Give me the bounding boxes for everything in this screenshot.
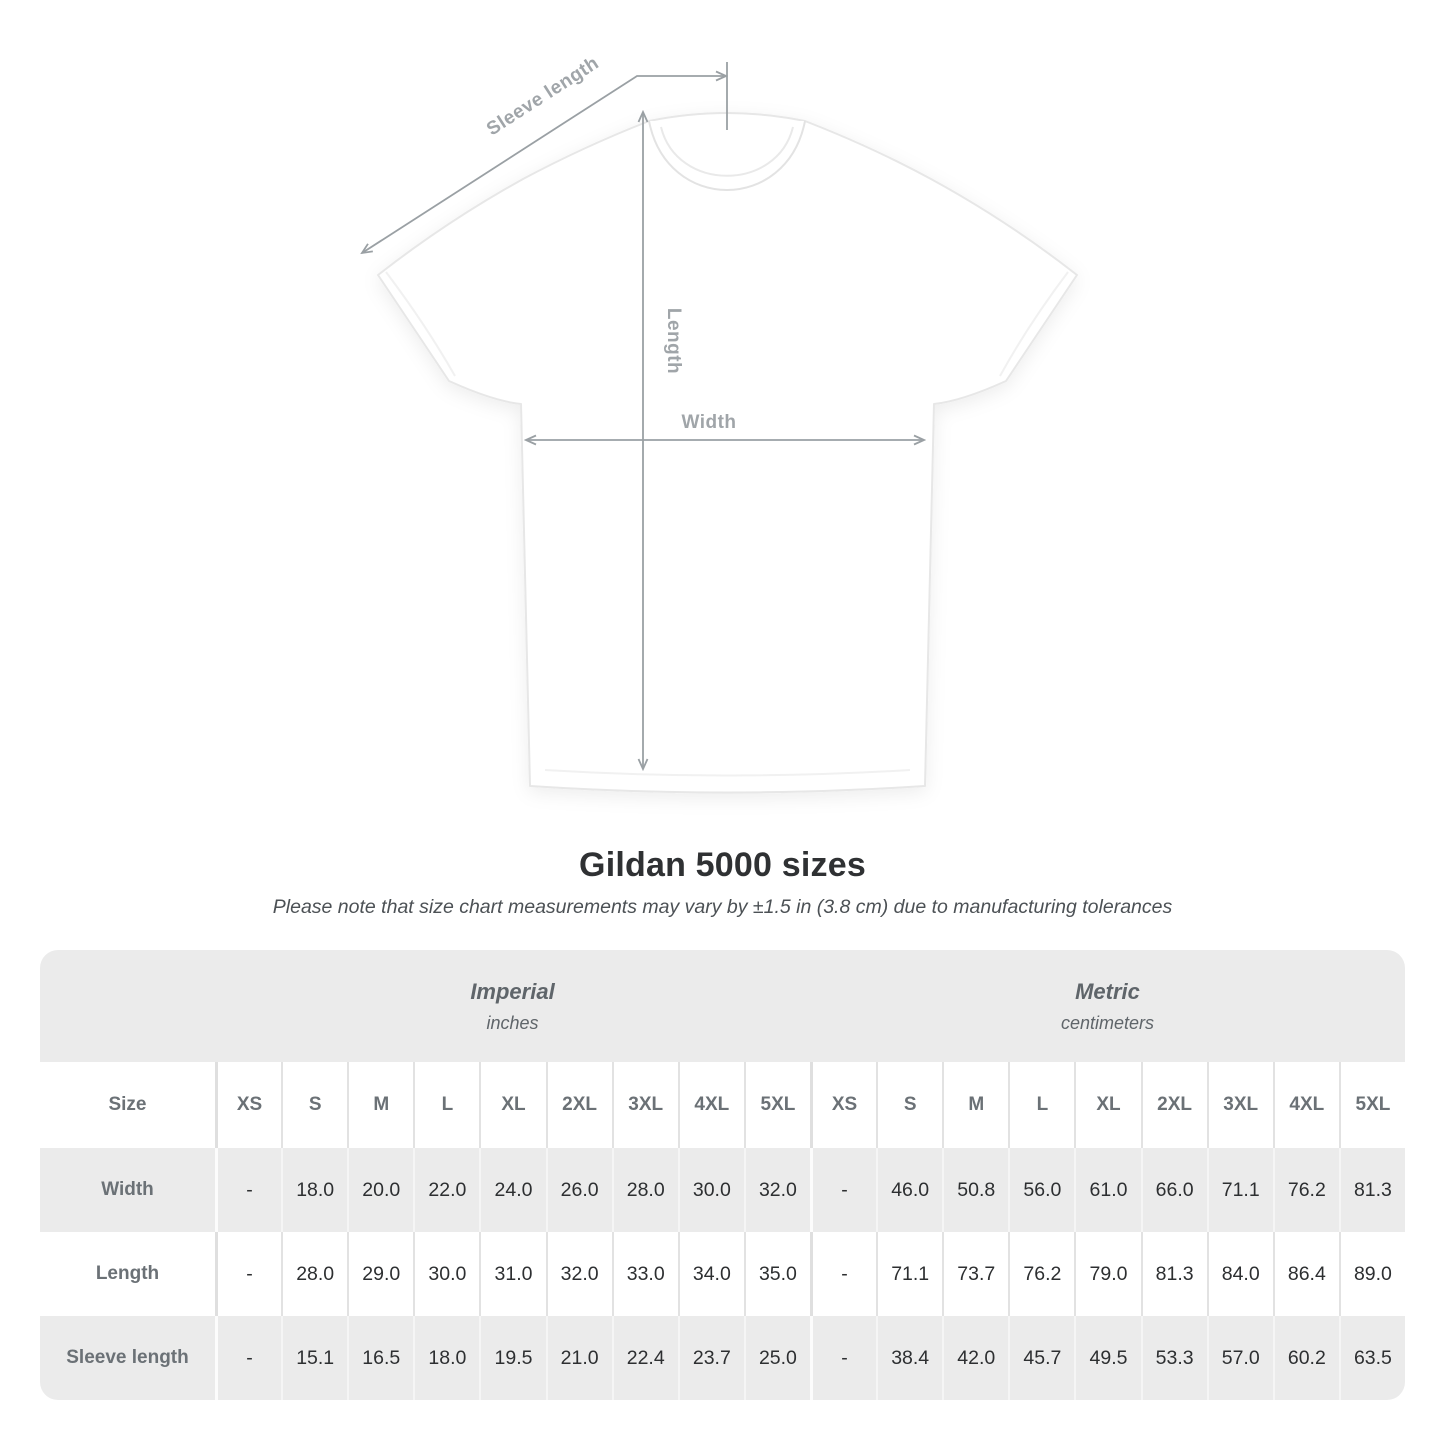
value-cell: 81.3	[1339, 1148, 1405, 1232]
value-cell: 49.5	[1074, 1316, 1140, 1400]
value-cell: 31.0	[479, 1232, 545, 1316]
imperial-group-header	[215, 950, 810, 1062]
size-head-metric: M	[942, 1062, 1008, 1148]
size-header-row	[40, 1062, 1405, 1148]
size-head-imperial: 4XL	[678, 1062, 744, 1148]
value-cell: 29.0	[347, 1232, 413, 1316]
value-cell: 71.1	[1207, 1148, 1273, 1232]
metric-group-name: Metric	[1075, 978, 1140, 1004]
value-cell: 24.0	[479, 1148, 545, 1232]
size-head-metric: 4XL	[1273, 1062, 1339, 1148]
tshirt-silhouette	[378, 113, 1077, 793]
value-cell: 81.3	[1141, 1232, 1207, 1316]
value-cell: 38.4	[876, 1316, 942, 1400]
value-cell: 56.0	[1008, 1148, 1074, 1232]
value-cell: 84.0	[1207, 1232, 1273, 1316]
value-cell: 35.0	[744, 1232, 810, 1316]
value-cell: 22.0	[413, 1148, 479, 1232]
value-cell: -	[215, 1316, 281, 1400]
imperial-group-name: Imperial	[470, 978, 555, 1004]
size-head-metric: 2XL	[1141, 1062, 1207, 1148]
value-cell: 73.7	[942, 1232, 1008, 1316]
value-cell: 28.0	[281, 1232, 347, 1316]
value-cell: 71.1	[876, 1232, 942, 1316]
value-cell: 60.2	[1273, 1316, 1339, 1400]
value-cell: 18.0	[281, 1148, 347, 1232]
size-head-imperial: S	[281, 1062, 347, 1148]
value-cell: 25.0	[744, 1316, 810, 1400]
value-cell: 89.0	[1339, 1232, 1405, 1316]
value-cell: 76.2	[1008, 1232, 1074, 1316]
tolerance-note: Please note that size chart measurements may vary by ±1.5 in (3.8 cm) due to manufacturing tolerances	[272, 896, 1173, 918]
size-head-imperial: M	[347, 1062, 413, 1148]
value-cell: 26.0	[546, 1148, 612, 1232]
value-cell: -	[810, 1148, 876, 1232]
size-head-imperial: 3XL	[612, 1062, 678, 1148]
value-cell: 76.2	[1273, 1148, 1339, 1232]
value-cell: 46.0	[876, 1148, 942, 1232]
value-cell: 33.0	[612, 1232, 678, 1316]
width-label: Width	[681, 412, 737, 433]
value-cell: 20.0	[347, 1148, 413, 1232]
value-cell: -	[215, 1232, 281, 1316]
metric-group-unit: centimeters	[1060, 1012, 1155, 1033]
value-cell: 79.0	[1074, 1232, 1140, 1316]
value-cell: 61.0	[1074, 1148, 1140, 1232]
value-cell: 23.7	[678, 1316, 744, 1400]
value-cell: 42.0	[942, 1316, 1008, 1400]
page-title: Gildan 5000 sizes	[579, 846, 866, 884]
value-cell: 18.0	[413, 1316, 479, 1400]
value-cell: 19.5	[479, 1316, 545, 1400]
value-cell: 21.0	[546, 1316, 612, 1400]
imperial-group-unit: inches	[486, 1012, 539, 1033]
size-head-metric: 5XL	[1339, 1062, 1405, 1148]
size-head-metric: XL	[1074, 1062, 1140, 1148]
row-label: Sleeve length	[66, 1347, 189, 1368]
value-cell: -	[810, 1232, 876, 1316]
value-cell: 53.3	[1141, 1316, 1207, 1400]
table-row-sleeve-length	[40, 1316, 1405, 1400]
value-cell: -	[810, 1316, 876, 1400]
table-row-width	[40, 1148, 1405, 1232]
value-cell: 50.8	[942, 1148, 1008, 1232]
value-cell: 22.4	[612, 1316, 678, 1400]
unit-corner-cell	[40, 950, 215, 1062]
row-label: Length	[95, 1263, 160, 1284]
size-head-imperial: XL	[479, 1062, 545, 1148]
value-cell: -	[215, 1148, 281, 1232]
size-head-imperial: XS	[215, 1062, 281, 1148]
size-table	[40, 950, 1405, 1400]
size-head-imperial: 2XL	[546, 1062, 612, 1148]
size-head-imperial: 5XL	[744, 1062, 810, 1148]
size-head-metric: 3XL	[1207, 1062, 1273, 1148]
value-cell: 15.1	[281, 1316, 347, 1400]
table-row-length	[40, 1232, 1405, 1316]
size-head-metric: L	[1008, 1062, 1074, 1148]
value-cell: 28.0	[612, 1148, 678, 1232]
value-cell: 32.0	[744, 1148, 810, 1232]
value-cell: 86.4	[1273, 1232, 1339, 1316]
unit-header-row	[40, 950, 1405, 1062]
size-head-metric: S	[876, 1062, 942, 1148]
value-cell: 45.7	[1008, 1316, 1074, 1400]
value-cell: 16.5	[347, 1316, 413, 1400]
tshirt-graphic	[378, 113, 1077, 793]
value-cell: 66.0	[1141, 1148, 1207, 1232]
value-cell: 30.0	[678, 1148, 744, 1232]
value-cell: 63.5	[1339, 1316, 1405, 1400]
value-cell: 57.0	[1207, 1316, 1273, 1400]
value-cell: 30.0	[413, 1232, 479, 1316]
value-cell: 32.0	[546, 1232, 612, 1316]
length-label: Length	[663, 307, 684, 375]
title-block	[0, 846, 1445, 919]
metric-group-header	[810, 950, 1405, 1062]
size-head-imperial: L	[413, 1062, 479, 1148]
row-label: Width	[101, 1179, 154, 1200]
size-column-header: Size	[108, 1094, 147, 1115]
size-head-metric: XS	[810, 1062, 876, 1148]
value-cell: 34.0	[678, 1232, 744, 1316]
sleeve-length-label: Sleeve length	[483, 52, 603, 141]
